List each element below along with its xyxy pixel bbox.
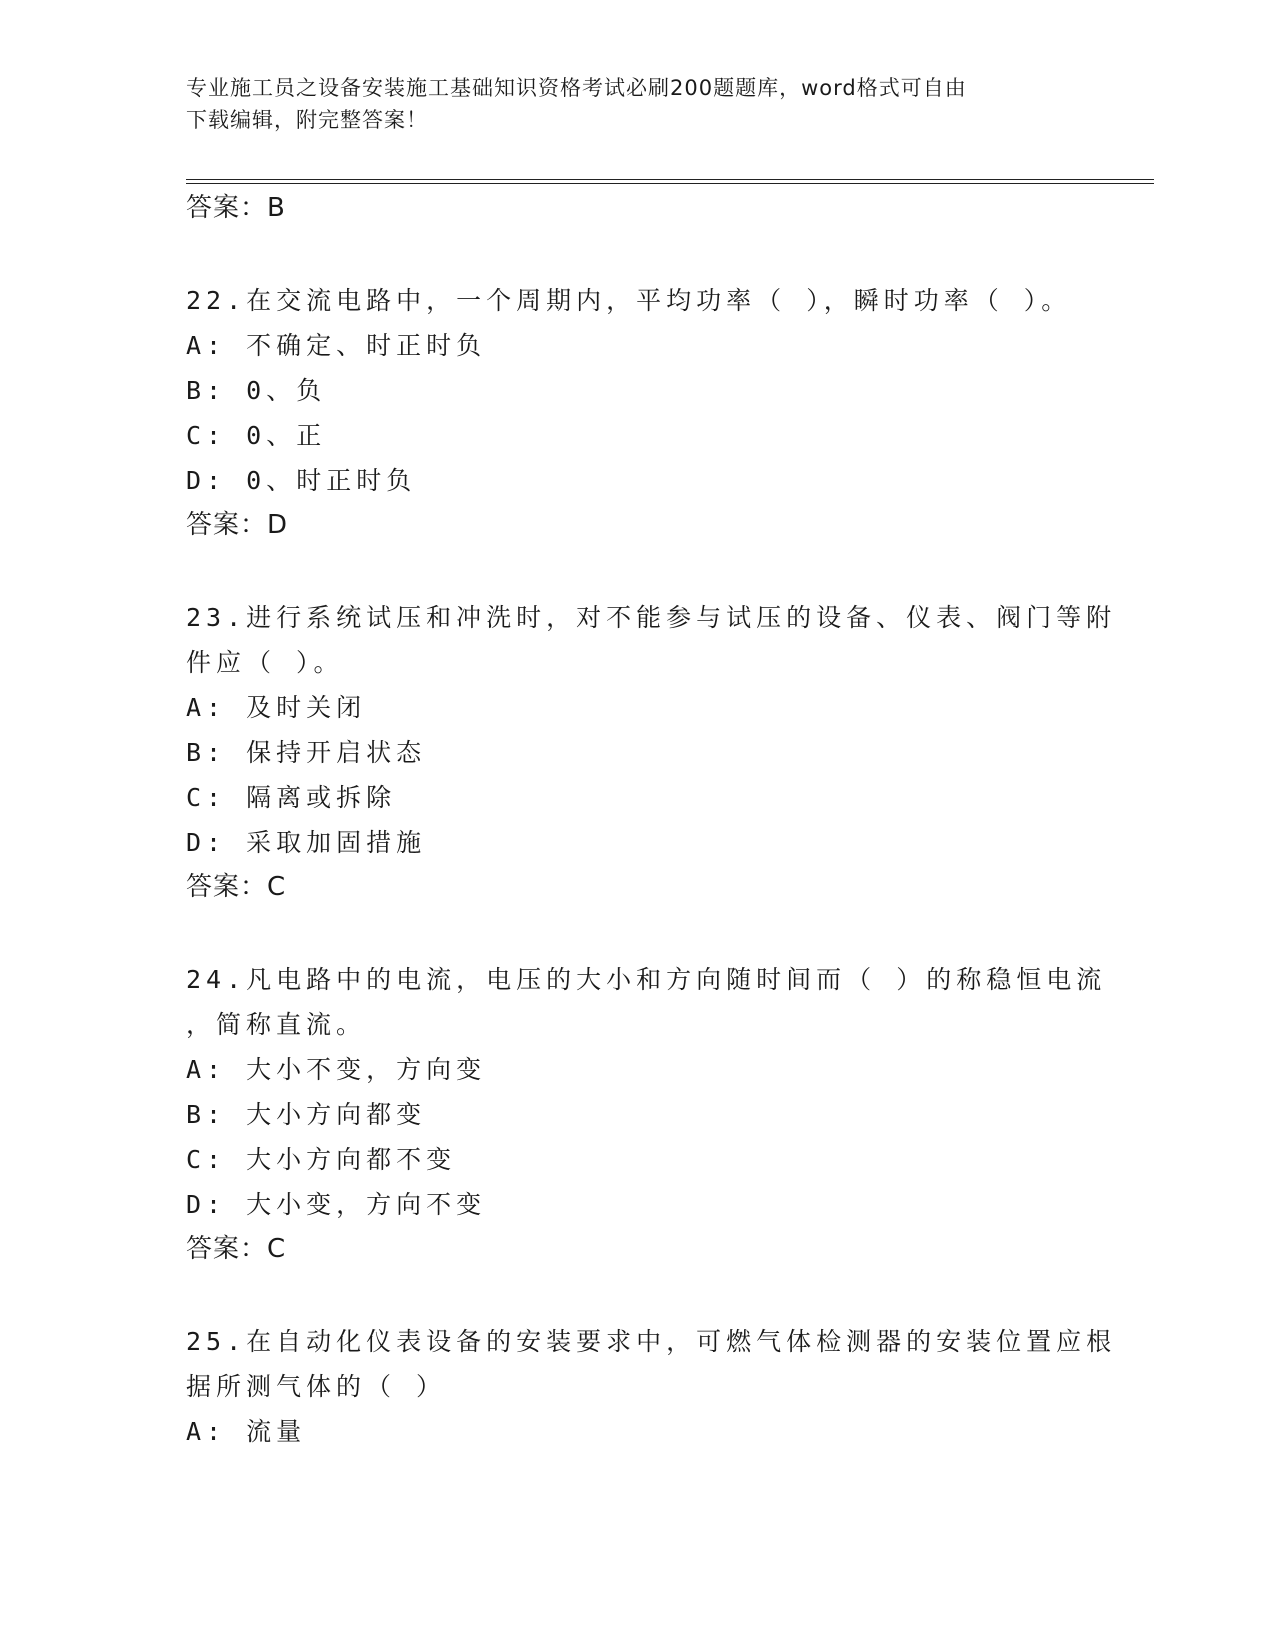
question-23 — [186, 595, 1117, 910]
spacer — [186, 910, 1086, 957]
header-divider-bottom — [186, 183, 1154, 184]
question-24 — [186, 957, 1107, 1272]
option-a: A: 不确定、时正时负 — [186, 331, 487, 360]
option-b: B: 保持开启状态 — [186, 738, 427, 767]
question-stem-continued: 据所测气体的（ ） — [186, 1372, 447, 1401]
header-line-2: 下载编辑，附完整答案！ — [186, 108, 428, 132]
spacer — [186, 231, 1086, 278]
option-c: C: 大小方向都不变 — [186, 1145, 457, 1174]
question-22 — [186, 278, 1086, 548]
option-a: A: 流量 — [186, 1417, 307, 1446]
option-d: D: 采取加固措施 — [186, 828, 427, 857]
question-stem: 24.凡电路中的电流，电压的大小和方向随时间而（ ）的称稳恒电流 — [186, 965, 1107, 994]
question-stem: 25.在自动化仪表设备的安装要求中，可燃气体检测器的安装位置应根 — [186, 1327, 1117, 1356]
question-list — [186, 186, 1117, 1454]
option-d: D: 0、时正时负 — [186, 466, 417, 495]
option-d: D: 大小变，方向不变 — [186, 1190, 487, 1219]
option-c: C: 0、正 — [186, 421, 327, 450]
spacer — [186, 1272, 1086, 1319]
answer-line: 答案：C — [186, 1234, 287, 1264]
question-stem-continued: 件应（ ）。 — [186, 648, 344, 677]
option-a: A: 大小不变，方向变 — [186, 1055, 487, 1084]
answer-line: 答案：B — [186, 193, 286, 223]
option-c: C: 隔离或拆除 — [186, 783, 397, 812]
spacer — [186, 548, 1086, 595]
question-stem: 22.在交流电路中，一个周期内，平均功率（ ），瞬时功率（ ）。 — [186, 286, 1072, 315]
option-b: B: 0、负 — [186, 376, 327, 405]
header-line-1: 专业施工员之设备安装施工基础知识资格考试必刷200题题库，word格式可自由 — [186, 76, 967, 100]
question-stem-continued: ，简称直流。 — [186, 1010, 367, 1039]
question-25 — [186, 1319, 1117, 1454]
option-b: B: 大小方向都变 — [186, 1100, 427, 1129]
document-header — [186, 72, 1066, 136]
answer-line: 答案：C — [186, 872, 287, 902]
question-stem: 23.进行系统试压和冲洗时，对不能参与试压的设备、仪表、阀门等附 — [186, 603, 1117, 632]
option-a: A: 及时关闭 — [186, 693, 367, 722]
answer-line: 答案：D — [186, 510, 289, 540]
header-divider-top — [186, 179, 1154, 180]
